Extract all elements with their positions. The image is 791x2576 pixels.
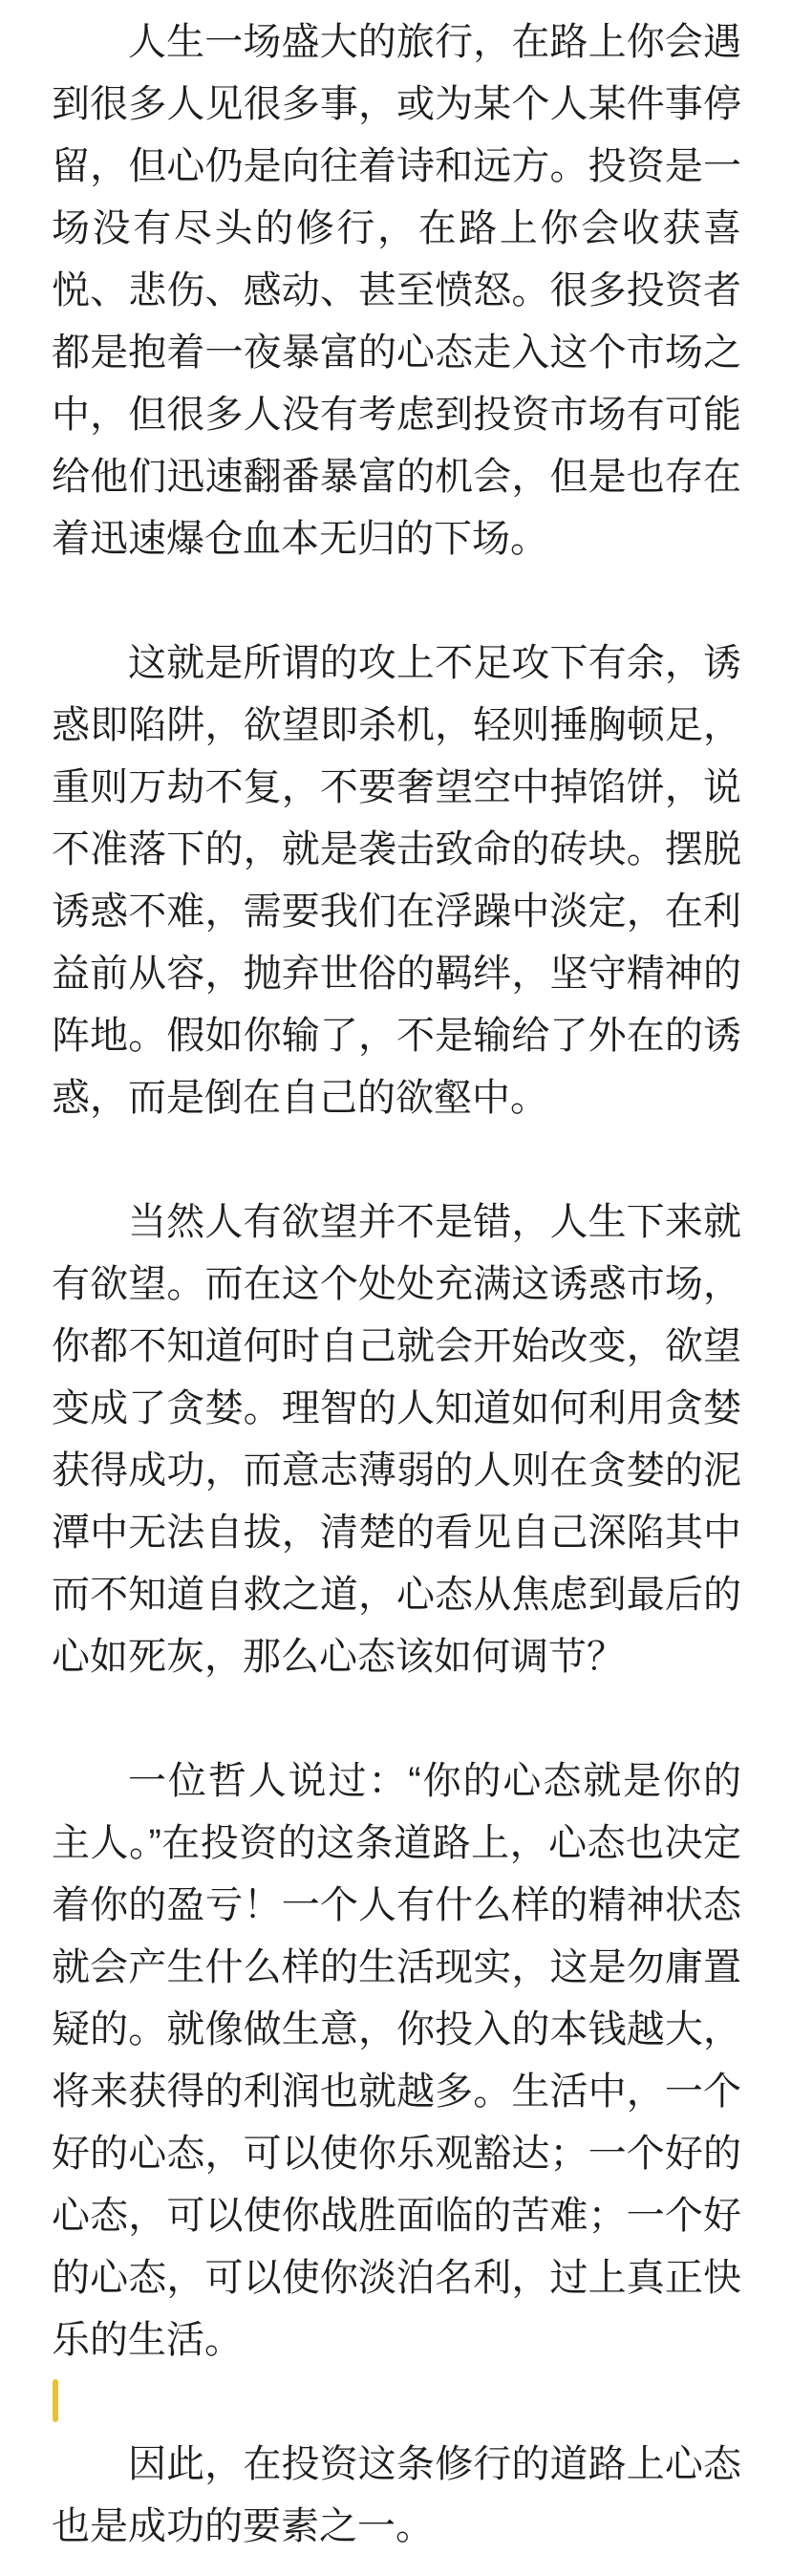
paragraph-5: 因此，在投资这条修行的道路上心态也是成功的要素之一。 (52, 2443, 741, 2547)
paragraph-spacer (52, 570, 741, 633)
paragraph-3: 当然人有欲望并不是错，人生下来就有欲望。而在这个处处充满这诱惑市场，你都不知道何时自己就会开始改变，欲望变成了贪婪。理智的人知道如何利用贪婪获得成功，而意志薄弱的人则在贪婪的泥潭中无法自拔，清楚的看见自己深陷其中而不知道自救之道，心态从焦虑到最后的心如死灰，那么心态该如何调节？ (52, 1201, 741, 1678)
paragraph-1: 人生一场盛大的旅行，在路上你会遇到很多人见很多事，或为某个人某件事停留，但心仍是向往着诗和远方。投资是一场没有尽头的修行，在路上你会收获喜悦、悲伤、感动、甚至愤怒。很多投资者都是抱着一夜暴富的心态走入这个市场之中，但很多人没有考虑到投资市场有可能给他们迅速翻番暴富的机会，但是也存在着迅速爆仓血本无归的下场。 (52, 21, 741, 560)
paragraph-spacer (52, 1129, 741, 1191)
paragraph-4: 一位哲人说过：“你的心态就是你的主人。”在投资的这条道路上，心态也决定着你的盈亏！一个人有什么样的精神状态就会产生什么样的生活现实，这是勿庸置疑的。就像做生意，你投入的本钱越大，将来获得的利润也就越多。生活中，一个好的心态，可以使你乐观豁达；一个好的心态，可以使你战胜面临的苦难；一个好的心态，可以使你淡泊名利，过上真正快乐的生活。 (52, 1760, 741, 2361)
cursor-line (52, 2372, 741, 2434)
article-body (52, 11, 741, 2558)
text-caret[interactable] (53, 2379, 58, 2422)
paragraph-spacer (52, 1688, 741, 1750)
paragraph-2: 这就是所谓的攻上不足攻下有余，诱惑即陷阱，欲望即杀机，轻则捶胸顿足，重则万劫不复，不要奢望空中掉馅饼，说不准落下的，就是袭击致命的砖块。摆脱诱惑不难，需要我们在浮躁中淡定，在利益前从容，抛弃世俗的羁绊，坚守精神的阵地。假如你输了，不是输给了外在的诱惑，而是倒在自己的欲壑中。 (52, 642, 741, 1119)
